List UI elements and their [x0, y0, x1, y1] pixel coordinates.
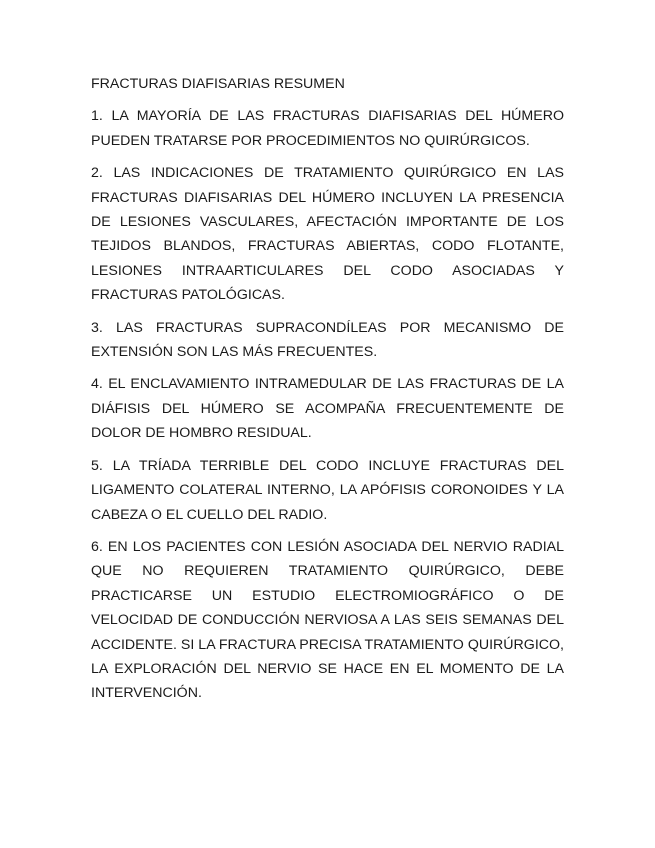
- paragraph-6: 6. EN LOS PACIENTES CON LESIÓN ASOCIADA DEL NERVIO RADIAL QUE NO REQUIEREN TRATAMIENTO QUIRÚRGICO, DEBE PRACTICARSE UN ESTUDIO ELECTROMIOGRÁFICO O DE VELOCIDAD DE CONDUCCIÓN NERVIOSA A LAS SEIS SEMANAS DEL ACCIDENTE. SI LA FRACTURA PRECISA TRATAMIENTO QUIRÚRGICO, LA EXPLORACIÓN DEL NERVIO SE HACE EN EL MOMENTO DE LA INTERVENCIÓN.: [91, 538, 564, 702]
- document-title: FRACTURAS DIAFISARIAS RESUMEN: [91, 76, 345, 92]
- paragraph-4: 4. EL ENCLAVAMIENTO INTRAMEDULAR DE LAS FRACTURAS DE LA DIÁFISIS DEL HÚMERO SE ACOMPAÑA FRECUENTEMENTE DE DOLOR DE HOMBRO RESIDUAL.: [91, 376, 564, 442]
- paragraph-3: 3. LAS FRACTURAS SUPRACONDÍLEAS POR MECANISMO DE EXTENSIÓN SON LAS MÁS FRECUENTES.: [91, 319, 564, 361]
- paragraph-5: 5. LA TRÍADA TERRIBLE DEL CODO INCLUYE FRACTURAS DEL LIGAMENTO COLATERAL INTERNO, LA APÓFISIS CORONOIDES Y LA CABEZA O EL CUELLO DEL RADIO.: [91, 457, 564, 523]
- document-page: [91, 72, 564, 714]
- paragraph-1: 1. LA MAYORÍA DE LAS FRACTURAS DIAFISARIAS DEL HÚMERO PUEDEN TRATARSE POR PROCEDIMIENTOS NO QUIRÚRGICOS.: [91, 108, 564, 149]
- paragraph-2: 2. LAS INDICACIONES DE TRATAMIENTO QUIRÚRGICO EN LAS FRACTURAS DIAFISARIAS DEL HÚMERO INCLUYEN LA PRESENCIA DE LESIONES VASCULARES, AFECTACIÓN IMPORTANTE DE LOS TEJIDOS BLANDOS, FRACTURAS ABIERTAS, CODO FLOTANTE, LESIONES INTRAARTICULARES DEL CODO ASOCIADAS Y FRACTURAS PATOLÓGICAS.: [91, 165, 564, 304]
